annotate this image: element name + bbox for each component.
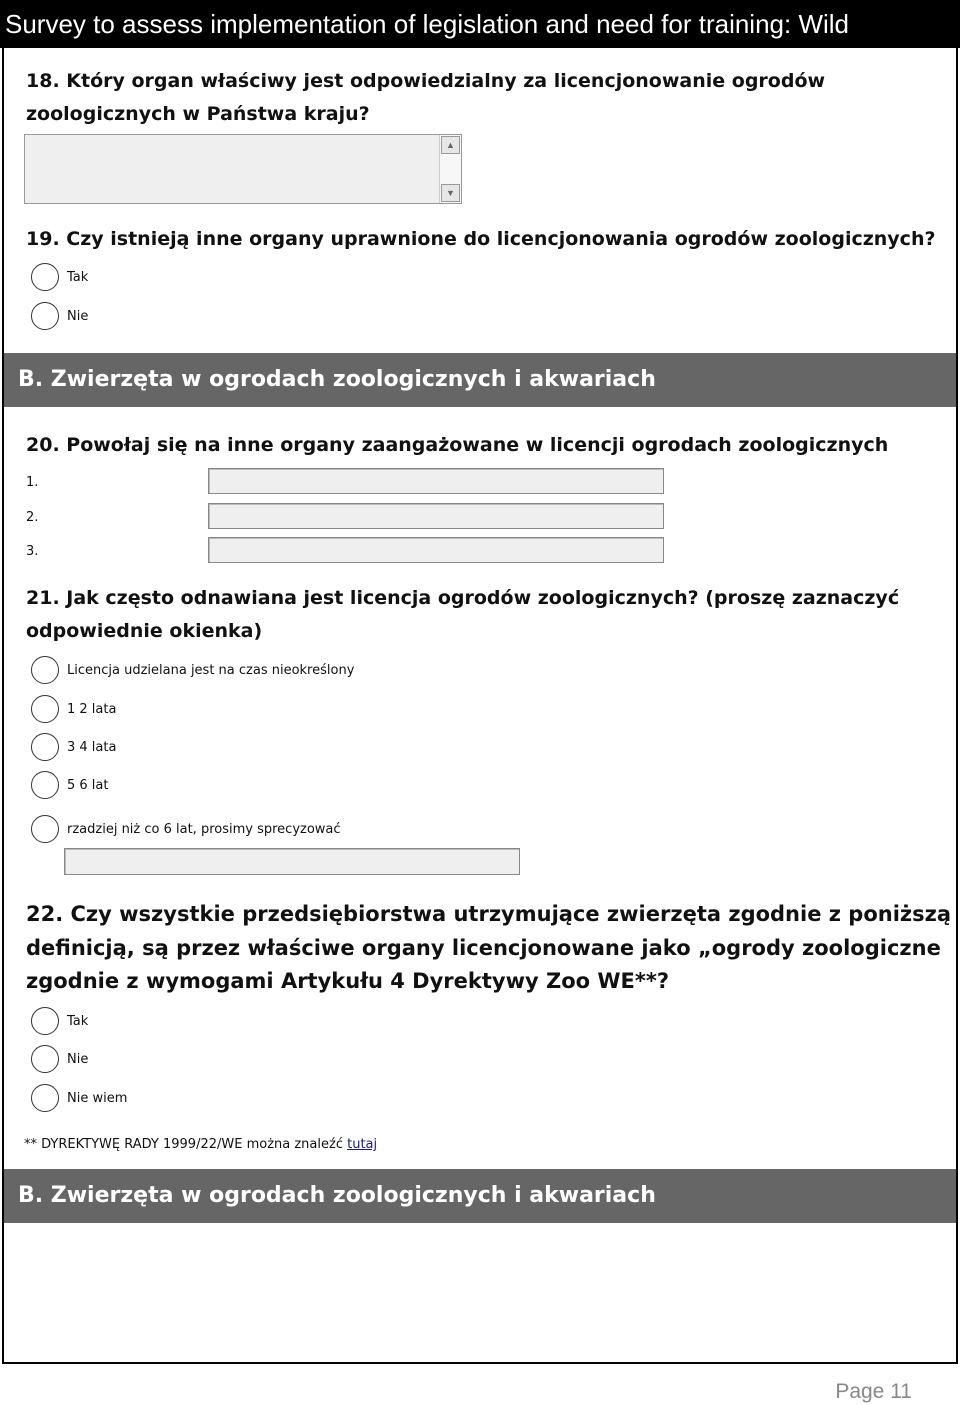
q21-other-input[interactable] [64, 848, 520, 875]
page-number: Page 11 [835, 1380, 912, 1403]
footnote [24, 1137, 377, 1152]
section-b-header: B. Zwierzęta w ogrodach zoologicznych i akwariach [4, 353, 956, 407]
scroll-up-icon[interactable]: ▲ [441, 136, 460, 154]
footnote-link[interactable]: tutaj [347, 1137, 378, 1152]
q20-input-1[interactable] [208, 468, 664, 494]
question-22-line2: definicją, są przez właściwe organy licencjonowane jako „ogrody zoologiczne [26, 936, 941, 960]
q21-option-1-2[interactable] [31, 694, 116, 724]
radio-button[interactable] [31, 1084, 59, 1112]
radio-button[interactable] [31, 656, 59, 684]
option-label: Tak [67, 1013, 89, 1029]
radio-button[interactable] [31, 733, 59, 761]
radio-button[interactable] [31, 771, 59, 799]
q22-option-nie[interactable] [31, 1044, 88, 1074]
q21-option-3-4[interactable] [31, 732, 116, 762]
q22-option-nie-wiem[interactable] [31, 1083, 127, 1113]
radio-button[interactable] [31, 1045, 59, 1073]
option-label: Tak [67, 269, 89, 285]
q19-option-tak[interactable] [31, 262, 88, 292]
q21-option-indefinite[interactable] [31, 655, 354, 685]
radio-button[interactable] [31, 1007, 59, 1035]
option-label: Nie [67, 1051, 89, 1067]
radio-button[interactable] [31, 815, 59, 843]
q20-input-2[interactable] [208, 503, 664, 529]
q20-input-3[interactable] [208, 537, 664, 563]
option-label: Licencja udzielana jest na czas nieokreślony [67, 662, 355, 678]
question-18-line1: 18. Który organ właściwy jest odpowiedzialny za licencjonowanie ogrodów [26, 70, 826, 92]
question-20: 20. Powołaj się na inne organy zaangażowane w licencji ogrodach zoologicznych [26, 434, 889, 456]
option-label: 5 6 lat [67, 777, 109, 793]
document-title: Survey to assess implementation of legislation and need for training: Wild [0, 0, 960, 48]
option-label: Nie [67, 308, 89, 324]
radio-button[interactable] [31, 302, 59, 330]
q22-option-tak[interactable] [31, 1006, 88, 1036]
question-19: 19. Czy istnieją inne organy uprawnione do licencjonowania ogrodów zoologicznych? [26, 228, 936, 250]
field-number-1: 1. [26, 475, 39, 490]
question-21-line2: odpowiednie okienka) [26, 620, 263, 642]
footnote-text: ** DYREKTYWĘ RADY 1999/22/WE można znaleźć [24, 1137, 348, 1152]
question-22-line3: zgodnie z wymogami Artykułu 4 Dyrektywy Zoo WE**? [26, 969, 670, 993]
option-label: 1 2 lata [67, 701, 117, 717]
q21-option-5-6[interactable] [31, 770, 108, 800]
scroll-down-icon[interactable]: ▼ [441, 184, 460, 202]
radio-button[interactable] [31, 263, 59, 291]
section-b-header-2: B. Zwierzęta w ogrodach zoologicznych i akwariach [4, 1169, 956, 1223]
q19-option-nie[interactable] [31, 301, 88, 331]
option-label: rzadziej niż co 6 lat, prosimy sprecyzować [67, 821, 341, 837]
q21-option-other[interactable] [31, 814, 341, 844]
textarea-scrollbar[interactable] [439, 135, 461, 203]
radio-button[interactable] [31, 695, 59, 723]
question-18-line2: zoologicznych w Państwa kraju? [26, 103, 370, 125]
field-number-3: 3. [26, 544, 39, 559]
option-label: Nie wiem [67, 1090, 128, 1106]
q18-textarea[interactable] [24, 134, 462, 204]
question-22-line1: 22. Czy wszystkie przedsiębiorstwa utrzymujące zwierzęta zgodnie z poniższą [26, 902, 952, 926]
field-number-2: 2. [26, 510, 39, 525]
option-label: 3 4 lata [67, 739, 117, 755]
question-21-line1: 21. Jak często odnawiana jest licencja ogrodów zoologicznych? (proszę zaznaczyć [26, 587, 900, 609]
